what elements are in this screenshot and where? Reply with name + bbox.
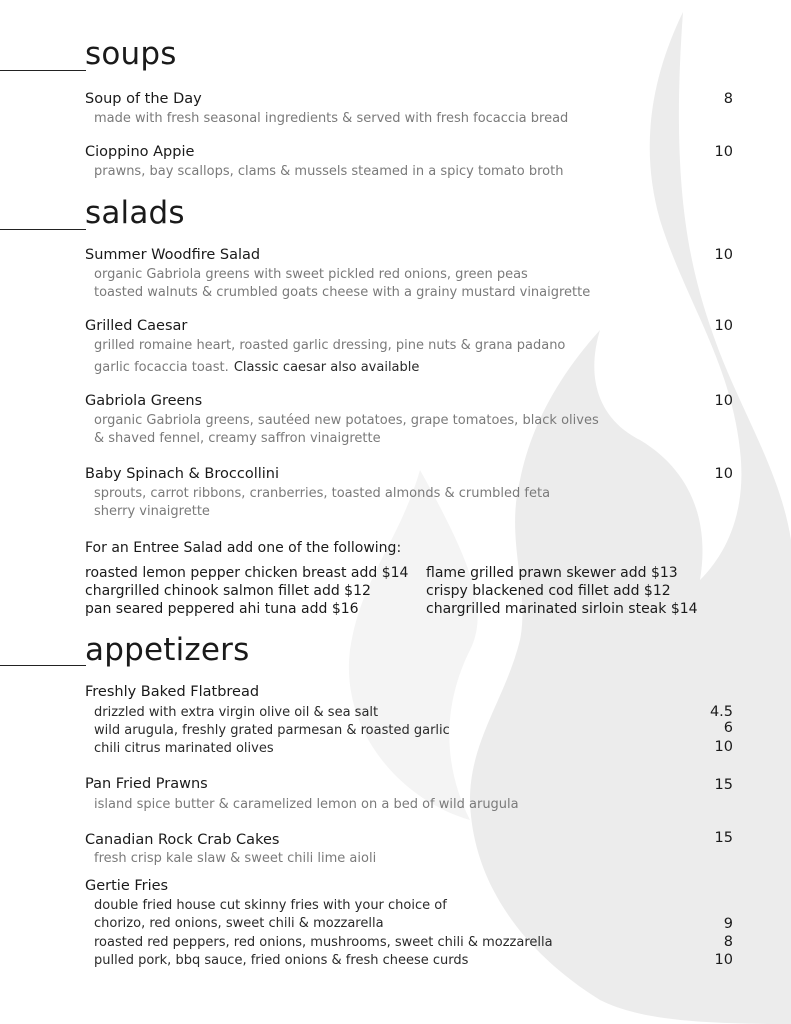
crab-cakes-name: Canadian Rock Crab Cakes: [85, 832, 280, 848]
woodfire-salad-desc-1: organic Gabriola greens with sweet pickled red onions, green peas: [94, 267, 528, 282]
gabriola-greens-price: 10: [714, 393, 733, 409]
gabriola-greens-name: Gabriola Greens: [85, 393, 203, 409]
entree-option-tuna: pan seared peppered ahi tuna add $16: [85, 601, 359, 617]
fries-chorizo-price: 9: [723, 916, 733, 932]
cioppino-price: 10: [714, 144, 733, 160]
grilled-caesar-note: Classic caesar also available: [233, 360, 420, 375]
fries-pork-price: 10: [714, 952, 733, 968]
fries-option-chorizo: chorizo, red onions, sweet chili & mozzarella: [94, 916, 384, 931]
soup-of-day-name: Soup of the Day: [85, 91, 202, 107]
flatbread-arugula-price: 6: [723, 720, 733, 736]
pan-fried-prawns-name: Pan Fried Prawns: [85, 776, 208, 792]
entree-option-cod: crispy blackened cod fillet add $12: [426, 583, 671, 599]
entree-option-sirloin: chargrilled marinated sirloin steak $14: [426, 601, 698, 617]
flatbread-option-oil: drizzled with extra virgin olive oil & sea salt: [94, 705, 379, 720]
entree-option-prawn: flame grilled prawn skewer add $13: [426, 565, 678, 581]
entree-option-salmon: chargrilled chinook salmon fillet add $12: [85, 583, 371, 599]
grilled-caesar-name: Grilled Caesar: [85, 318, 188, 334]
flatbread-oil-price: 4.5: [709, 704, 733, 720]
gertie-fries-intro: double fried house cut skinny fries with your choice of: [94, 898, 447, 913]
appetizers-heading: appetizers: [85, 632, 250, 668]
baby-spinach-price: 10: [714, 466, 733, 482]
crab-cakes-desc: fresh crisp kale slaw & sweet chili lime aioli: [94, 851, 377, 866]
entree-option-chicken: roasted lemon pepper chicken breast add $14: [85, 565, 409, 581]
fries-option-pork: pulled pork, bbq sauce, fried onions & fresh cheese curds: [94, 953, 469, 968]
salads-heading: salads: [85, 195, 185, 231]
pan-fried-prawns-desc: island spice butter & caramelized lemon on a bed of wild arugula: [94, 797, 519, 812]
woodfire-salad-name: Summer Woodfire Salad: [85, 247, 261, 263]
baby-spinach-desc-1: sprouts, carrot ribbons, cranberries, toasted almonds & crumbled feta: [94, 486, 551, 501]
woodfire-salad-desc-2: toasted walnuts & crumbled goats cheese with a grainy mustard vinaigrette: [94, 285, 591, 300]
soup-of-day-desc: made with fresh seasonal ingredients & served with fresh focaccia bread: [94, 111, 569, 126]
entree-salad-intro: For an Entree Salad add one of the following:: [85, 540, 402, 556]
flatbread-option-arugula: wild arugula, freshly grated parmesan & roasted garlic: [94, 723, 450, 738]
salads-rule: [0, 229, 86, 230]
fries-option-peppers: roasted red peppers, red onions, mushrooms, sweet chili & mozzarella: [94, 935, 553, 950]
soups-heading: soups: [85, 36, 177, 72]
grilled-caesar-desc-line-2: [94, 356, 419, 375]
cioppino-name: Cioppino Appie: [85, 144, 195, 160]
flatbread-option-olives: chili citrus marinated olives: [94, 741, 274, 756]
grilled-caesar-price: 10: [714, 318, 733, 334]
baby-spinach-desc-2: sherry vinaigrette: [94, 504, 210, 519]
soup-of-day-price: 8: [723, 91, 733, 107]
cioppino-desc: prawns, bay scallops, clams & mussels steamed in a spicy tomato broth: [94, 164, 564, 179]
soups-rule: [0, 70, 86, 71]
fries-peppers-price: 8: [723, 934, 733, 950]
grilled-caesar-desc-1: grilled romaine heart, roasted garlic dressing, pine nuts & grana padano: [94, 338, 566, 353]
gabriola-greens-desc-2: & shaved fennel, creamy saffron vinaigrette: [94, 431, 381, 446]
flatbread-name: Freshly Baked Flatbread: [85, 684, 260, 700]
flatbread-olives-price: 10: [714, 739, 733, 755]
gertie-fries-name: Gertie Fries: [85, 878, 169, 894]
woodfire-salad-price: 10: [714, 247, 733, 263]
gabriola-greens-desc-1: organic Gabriola greens, sautéed new potatoes, grape tomatoes, black olives: [94, 413, 599, 428]
appetizers-rule: [0, 665, 86, 666]
baby-spinach-name: Baby Spinach & Broccollini: [85, 466, 280, 482]
grilled-caesar-desc-2: garlic focaccia toast.: [94, 360, 229, 375]
crab-cakes-price: 15: [714, 830, 733, 846]
pan-fried-prawns-price: 15: [714, 777, 733, 793]
